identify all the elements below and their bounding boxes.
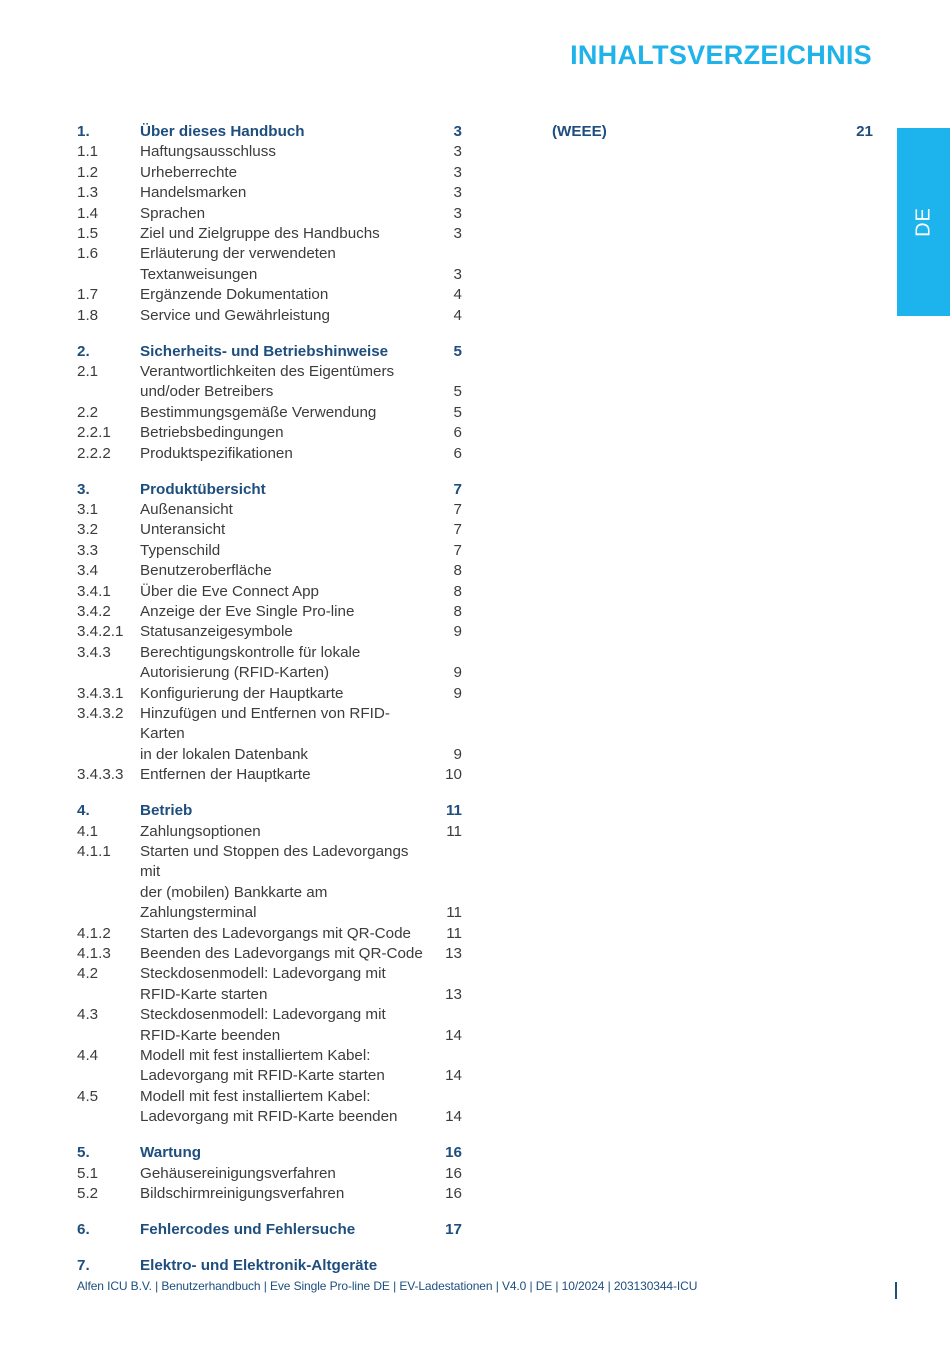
toc-entry[interactable] <box>77 285 462 305</box>
toc-entry-title-line: Zahlungsoptionen <box>140 822 261 840</box>
toc-entry[interactable] <box>77 704 462 765</box>
toc-entry-title-line: Starten und Stoppen des Ladevorgangs mit <box>140 842 409 881</box>
toc-entry-page: 16 <box>445 1144 462 1162</box>
toc-entry-title-line: Betriebsbedingungen <box>140 424 284 442</box>
toc-entry[interactable] <box>77 163 462 183</box>
toc-entry-title-line: Hinzufügen und Entfernen von RFID-Karten <box>140 704 390 743</box>
toc-entry-title <box>140 1143 426 1163</box>
toc-entry-page: 21 <box>856 123 873 140</box>
toc-entry-number: 5. <box>77 1144 90 1162</box>
toc-entry-page: 4 <box>453 286 462 304</box>
toc-entry-page: 11 <box>446 822 462 840</box>
toc-entry-title <box>140 801 426 821</box>
toc-entry-title <box>140 602 426 622</box>
toc-entry-title-line: Sicherheits- und Betriebshinweise <box>140 342 389 360</box>
toc-entry-title <box>140 1164 426 1184</box>
toc-entry-page: 14 <box>445 1026 462 1044</box>
toc-entry-number: 3.4.1 <box>77 582 111 600</box>
toc-entry-title <box>140 684 426 704</box>
toc-entry-title-line: in der lokalen Datenbank <box>140 745 309 763</box>
toc-entry-title <box>140 183 426 203</box>
toc-entry-number: 1.6 <box>77 245 99 263</box>
toc-entry-title <box>140 924 426 944</box>
toc-entry[interactable] <box>77 183 462 203</box>
toc-entry-title <box>140 342 426 362</box>
toc-entry-title <box>140 423 426 443</box>
toc-entry-number: 4.1 <box>77 822 99 840</box>
toc-chapter-entry[interactable] <box>77 342 462 362</box>
toc-entry-title-line: Über dieses Handbuch <box>140 123 305 140</box>
toc-entry-number: 3. <box>77 480 90 498</box>
toc-entry-title-line: Elektro- und Elektronik-Altgeräte <box>140 1256 378 1274</box>
toc-entry-title-line: Steckdosenmodell: Ladevorgang mit <box>140 1006 386 1024</box>
toc-entry-title-line: Ziel und Zielgruppe des Handbuchs <box>140 225 380 243</box>
toc-entry-title-line: Handelsmarken <box>140 184 247 202</box>
toc-entry-number: 3.1 <box>77 500 99 518</box>
toc-entry-page: 13 <box>445 944 462 962</box>
toc-entry-title <box>140 285 426 305</box>
toc-entry-page: 16 <box>445 1184 462 1202</box>
toc-entry-title-line: Bestimmungsgemäße Verwendung <box>140 403 377 421</box>
toc-entry-number: 2.2.2 <box>77 444 111 462</box>
toc-entry-title-line: Benutzeroberfläche <box>140 562 272 580</box>
toc-entry[interactable] <box>77 1046 462 1087</box>
toc-entry-title-line: Berechtigungskontrolle für lokale <box>140 643 361 661</box>
toc-entry-number: 1.2 <box>77 163 99 181</box>
toc-entry-page: 7 <box>453 480 462 498</box>
toc-entry[interactable] <box>77 224 462 244</box>
toc-entry-title <box>140 444 426 464</box>
toc-entry-page: 14 <box>445 1067 462 1085</box>
toc-entry-title <box>140 765 426 785</box>
toc-entry[interactable] <box>77 403 462 423</box>
toc-entry-title <box>140 1087 426 1128</box>
toc-entry-page: 6 <box>453 444 462 462</box>
toc-entry-title-line: der (mobilen) Bankkarte am <box>140 883 328 901</box>
toc-entry[interactable] <box>77 582 462 602</box>
toc-entry[interactable] <box>77 643 462 684</box>
toc-entry-title <box>140 224 426 244</box>
toc-chapter-entry[interactable] <box>77 122 462 142</box>
toc-entry-title-line: Service und Gewährleistung <box>140 306 330 324</box>
toc-entry-title <box>140 122 426 142</box>
toc-entry-page: 3 <box>453 163 462 181</box>
toc-entry-number: 3.2 <box>77 521 99 539</box>
toc-entry-number: 4. <box>77 802 90 820</box>
toc-entry-title-line: Modell mit fest installiertem Kabel: <box>140 1046 371 1064</box>
toc-entry-page: 9 <box>453 745 462 763</box>
toc-entry-page: 4 <box>453 306 462 324</box>
toc-entry-number: 3.3 <box>77 541 99 559</box>
toc-entry-title <box>140 704 426 765</box>
toc-entry-number: 4.1.3 <box>77 944 111 962</box>
toc-entry-page: 14 <box>445 1108 462 1126</box>
toc-entry-title-line: Erläuterung der verwendeten <box>140 245 336 263</box>
toc-entry-page: 6 <box>453 424 462 442</box>
toc-entry-title-line: Produktspezifikationen <box>140 444 293 462</box>
toc-entry[interactable] <box>77 924 462 944</box>
toc-entry-number: 4.5 <box>77 1087 99 1105</box>
toc-entry-title <box>140 1005 426 1046</box>
toc-entry-title <box>140 561 426 581</box>
table-of-contents <box>77 122 462 1276</box>
toc-chapter-entry[interactable] <box>77 1220 462 1240</box>
toc-entry-title-line: Typenschild <box>140 541 221 559</box>
toc-entry-title <box>140 822 426 842</box>
toc-chapter-entry[interactable] <box>77 801 462 821</box>
language-tab <box>897 128 950 316</box>
toc-entry-title-line: Ergänzende Dokumentation <box>140 286 329 304</box>
toc-entry-title <box>140 480 426 500</box>
toc-entry-number: 1.7 <box>77 286 99 304</box>
toc-continuation-entry[interactable] <box>552 122 873 142</box>
toc-entry-title-line: Steckdosenmodell: Ladevorgang mit <box>140 965 386 983</box>
toc-entry-number: 7. <box>77 1256 90 1274</box>
toc-entry-number: 1.4 <box>77 204 99 222</box>
toc-entry-page: 9 <box>453 664 462 682</box>
toc-entry-title <box>140 1256 426 1276</box>
toc-entry-number: 2.1 <box>77 362 99 380</box>
toc-entry-page: 3 <box>453 123 462 140</box>
toc-entry[interactable] <box>77 423 462 443</box>
toc-entry[interactable] <box>77 1164 462 1184</box>
toc-entry-title-line: Unteransicht <box>140 521 226 539</box>
toc-entry[interactable] <box>77 1005 462 1046</box>
toc-entry-title <box>140 500 426 520</box>
toc-entry-number: 1.1 <box>77 143 99 161</box>
toc-entry-number: 3.4.2 <box>77 602 111 620</box>
toc-entry-title <box>140 204 426 224</box>
toc-entry-title: (WEEE) <box>552 123 607 140</box>
footer-divider <box>895 1282 897 1299</box>
toc-entry-page: 16 <box>445 1164 462 1182</box>
toc-entry-number: 1.3 <box>77 184 99 202</box>
toc-entry-number: 2.2 <box>77 403 99 421</box>
toc-entry-number: 4.4 <box>77 1046 99 1064</box>
toc-entry-page: 7 <box>453 541 462 559</box>
toc-entry-number: 3.4.3 <box>77 643 111 661</box>
toc-entry-title <box>140 244 426 285</box>
toc-entry-title <box>140 1220 426 1240</box>
toc-entry-title-line: Modell mit fest installiertem Kabel: <box>140 1087 371 1105</box>
toc-continuation-column <box>552 122 873 142</box>
toc-entry-title <box>140 1184 426 1204</box>
toc-entry-title-line: Wartung <box>140 1144 202 1162</box>
toc-entry-title <box>140 520 426 540</box>
toc-entry-title-line: Ladevorgang mit RFID-Karte beenden <box>140 1108 398 1126</box>
toc-entry-number: 5.2 <box>77 1184 99 1202</box>
toc-chapter-entry[interactable] <box>77 480 462 500</box>
toc-entry-number: 4.1.2 <box>77 924 111 942</box>
toc-entry-page: 5 <box>453 403 462 421</box>
toc-entry-title-line: Zahlungsterminal <box>140 904 257 922</box>
toc-entry-page: 8 <box>453 582 462 600</box>
toc-entry-title-line: Konfigurierung der Hauptkarte <box>140 684 344 702</box>
toc-entry-title <box>140 142 426 162</box>
toc-entry-title <box>140 944 426 964</box>
toc-entry-title-line: Fehlercodes und Fehlersuche <box>140 1220 356 1238</box>
toc-entry-title <box>140 306 426 326</box>
toc-entry[interactable] <box>77 684 462 704</box>
page-title: INHALTSVERZEICHNIS <box>570 40 872 70</box>
toc-entry-title <box>140 1046 426 1087</box>
toc-entry-number: 3.4.3.2 <box>77 704 124 722</box>
toc-entry-title-line: und/oder Betreibers <box>140 383 274 401</box>
toc-entry[interactable] <box>77 362 462 403</box>
toc-entry-page: 3 <box>453 225 462 243</box>
toc-entry-page: 7 <box>453 500 462 518</box>
toc-entry-number: 2. <box>77 342 90 360</box>
toc-entry[interactable] <box>77 602 462 622</box>
toc-entry[interactable] <box>77 561 462 581</box>
toc-entry-number: 5.1 <box>77 1164 99 1182</box>
toc-entry[interactable] <box>77 1184 462 1204</box>
toc-entry[interactable] <box>77 1087 462 1128</box>
toc-entry-title-line: Urheberrechte <box>140 163 238 181</box>
toc-entry-page: 8 <box>453 602 462 620</box>
toc-entry-title-line: Entfernen der Hauptkarte <box>140 766 311 784</box>
toc-entry-title <box>140 541 426 561</box>
toc-entry-title <box>140 582 426 602</box>
toc-entry-number: 4.1.1 <box>77 842 111 860</box>
toc-entry-title-line: RFID-Karte beenden <box>140 1026 281 1044</box>
toc-entry[interactable] <box>77 765 462 785</box>
toc-entry-title-line: Produktübersicht <box>140 480 266 498</box>
language-tab-label: DE <box>912 207 934 237</box>
toc-entry[interactable] <box>77 444 462 464</box>
toc-entry[interactable] <box>77 500 462 520</box>
toc-entry-page: 3 <box>453 204 462 222</box>
toc-entry-number: 4.2 <box>77 965 99 983</box>
toc-entry[interactable] <box>77 142 462 162</box>
toc-entry-page: 11 <box>446 924 462 942</box>
toc-entry-page: 5 <box>453 342 462 360</box>
toc-entry-number: 2.2.1 <box>77 424 111 442</box>
toc-entry-title <box>140 403 426 423</box>
toc-entry[interactable] <box>77 964 462 1005</box>
toc-entry-title <box>140 643 426 684</box>
toc-entry-title-line: Sprachen <box>140 204 206 222</box>
toc-entry-number: 1. <box>77 123 90 140</box>
toc-entry-title-line: Textanweisungen <box>140 265 258 283</box>
toc-entry-title-line: Autorisierung (RFID-Karten) <box>140 664 330 682</box>
toc-entry-page: 8 <box>453 562 462 580</box>
toc-entry-number: 1.5 <box>77 225 99 243</box>
toc-entry-number: 4.3 <box>77 1006 99 1024</box>
toc-entry-number: 3.4.3.3 <box>77 766 124 784</box>
toc-entry[interactable] <box>77 541 462 561</box>
toc-entry-page: 10 <box>445 766 462 784</box>
toc-entry-title-line: Starten des Ladevorgangs mit QR-Code <box>140 924 411 942</box>
toc-entry-title-line: Verantwortlichkeiten des Eigentümers <box>140 362 395 380</box>
toc-entry-page: 9 <box>453 684 462 702</box>
toc-entry-title-line: Beenden des Ladevorgangs mit QR-Code <box>140 944 423 962</box>
toc-entry-page: 3 <box>453 184 462 202</box>
toc-entry[interactable] <box>77 306 462 326</box>
toc-entry[interactable] <box>77 204 462 224</box>
toc-entry-page: 13 <box>445 985 462 1003</box>
toc-entry-title <box>140 362 426 403</box>
toc-entry-page: 5 <box>453 383 462 401</box>
toc-entry[interactable] <box>77 244 462 285</box>
toc-entry-title <box>140 622 426 642</box>
toc-entry-title-line: Betrieb <box>140 802 193 820</box>
toc-chapter-entry[interactable] <box>77 1256 462 1276</box>
toc-entry-title-line: Außenansicht <box>140 500 233 518</box>
toc-entry-title-line: Bildschirmreinigungsverfahren <box>140 1184 345 1202</box>
toc-chapter-entry[interactable] <box>77 1143 462 1163</box>
toc-entry-page: 3 <box>453 265 462 283</box>
toc-entry[interactable] <box>77 520 462 540</box>
toc-entry-title <box>140 163 426 183</box>
toc-entry-page: 17 <box>445 1220 462 1238</box>
toc-entry-title-line: Gehäusereinigungsverfahren <box>140 1164 336 1182</box>
toc-entry-page: 11 <box>446 904 462 922</box>
toc-entry-title-line: Über die Eve Connect App <box>140 582 319 600</box>
toc-entry[interactable] <box>77 842 462 924</box>
toc-entry-title-line: Ladevorgang mit RFID-Karte starten <box>140 1067 385 1085</box>
toc-entry[interactable] <box>77 622 462 642</box>
toc-entry[interactable] <box>77 944 462 964</box>
toc-entry-number: 3.4 <box>77 562 99 580</box>
toc-entry-page: 11 <box>445 802 462 820</box>
toc-entry-page: 3 <box>453 143 462 161</box>
toc-entry-title-line: Anzeige der Eve Single Pro-line <box>140 602 355 620</box>
toc-entry-number: 3.4.2.1 <box>77 623 124 641</box>
toc-entry-number: 1.8 <box>77 306 99 324</box>
toc-entry-number: 6. <box>77 1220 90 1238</box>
toc-entry-title-line: Haftungsausschluss <box>140 143 276 161</box>
toc-entry-title <box>140 842 426 924</box>
toc-entry-number: 3.4.3.1 <box>77 684 124 702</box>
toc-entry-title-line: Statusanzeigesymbole <box>140 623 293 641</box>
toc-entry-title <box>140 964 426 1005</box>
toc-entry[interactable] <box>77 822 462 842</box>
toc-entry-page: 9 <box>453 623 462 641</box>
toc-entry-title-line: RFID-Karte starten <box>140 985 268 1003</box>
toc-entry-page: 7 <box>453 521 462 539</box>
footer-text: Alfen ICU B.V. | Benutzerhandbuch | Eve Single Pro-line DE | EV-Ladestationen | V4.0 | DE | 10/2024 | 203130344-ICU <box>77 1279 698 1293</box>
